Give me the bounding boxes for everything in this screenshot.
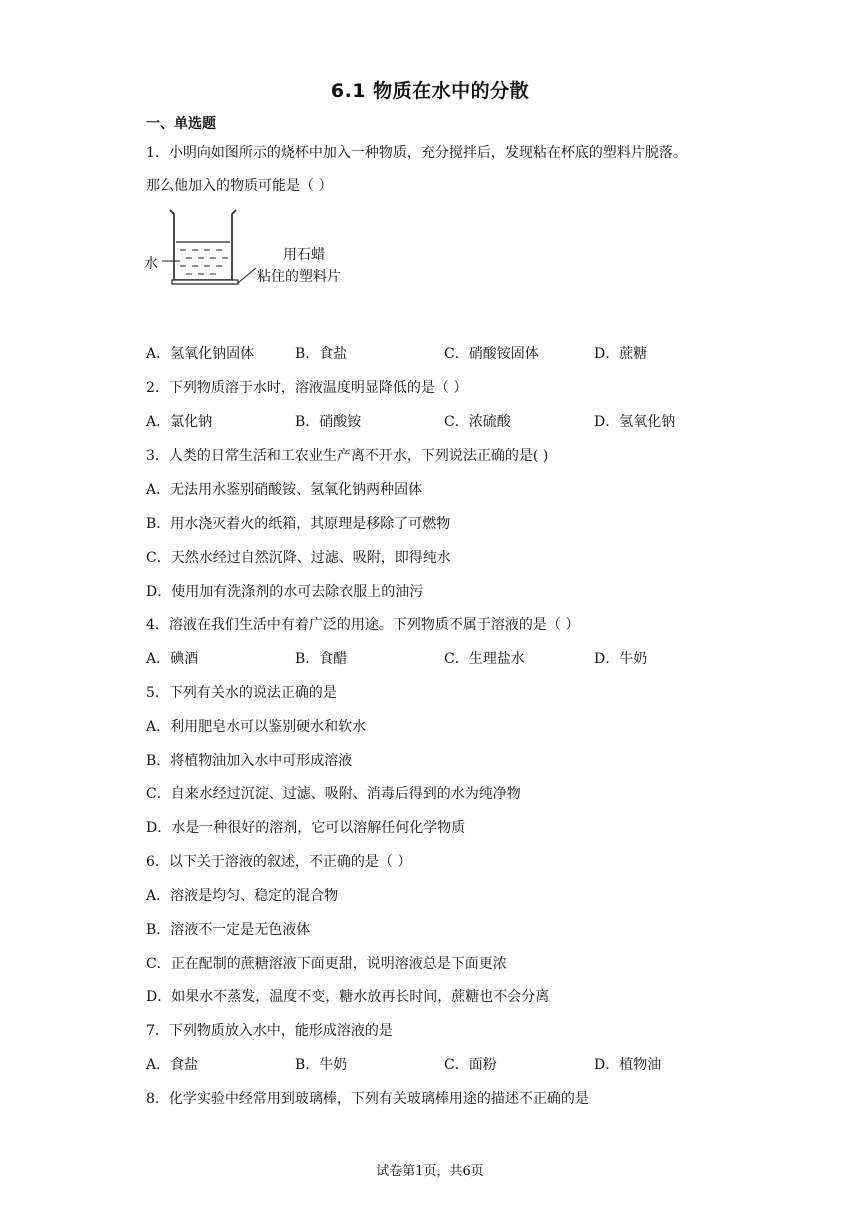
q4-option-d: D．牛奶 bbox=[594, 651, 648, 667]
question-5-text: 5．下列有关水的说法正确的是 bbox=[146, 685, 337, 701]
q5-option-b: B．将植物油加入水中可形成溶液 bbox=[146, 753, 353, 769]
q6-option-b: B．溶液不一定是无色液体 bbox=[146, 922, 311, 938]
q2-option-d: D．氢氧化钠 bbox=[594, 414, 676, 430]
question-4-text: 4．溶液在我们生活中有着广泛的用途。下列物质不属于溶液的是（ ） bbox=[146, 617, 580, 633]
q7-option-b: B．牛奶 bbox=[295, 1057, 348, 1073]
q4-option-b: B．食醋 bbox=[295, 651, 348, 667]
q1-option-a: A．氢氧化钠固体 bbox=[146, 346, 255, 362]
q6-option-d: D．如果水不蒸发，温度不变，糖水放再长时间，蔗糖也不会分离 bbox=[146, 989, 550, 1005]
plate-label: 粘住的塑料片 bbox=[257, 269, 341, 285]
q2-option-a: A．氯化钠 bbox=[146, 414, 213, 430]
q3-option-d: D．使用加有洗涤剂的水可去除衣服上的油污 bbox=[146, 584, 424, 600]
q4-option-c: C．生理盐水 bbox=[444, 651, 525, 667]
q3-option-b: B．用水浇灭着火的纸箱，其原理是移除了可燃物 bbox=[146, 516, 451, 532]
q6-option-a: A．溶液是均匀、稳定的混合物 bbox=[146, 888, 339, 904]
q2-option-c: C．浓硫酸 bbox=[444, 414, 511, 430]
page-footer: 试卷第1页，共6页 bbox=[376, 1164, 484, 1179]
question-3-text: 3．人类的日常生活和工农业生产离不开水，下列说法正确的是( ) bbox=[146, 448, 549, 464]
water-label: 水 bbox=[144, 256, 158, 272]
q1-option-d: D．蔗糖 bbox=[594, 346, 648, 362]
q4-option-a: A．碘酒 bbox=[146, 651, 199, 667]
q5-option-c: C．自来水经过沉淀、过滤、吸附、消毒后得到的水为纯净物 bbox=[146, 786, 521, 802]
q1-option-b: B．食盐 bbox=[295, 346, 348, 362]
question-2-text: 2．下列物质溶于水时，溶液温度明显降低的是（ ） bbox=[146, 380, 468, 396]
q7-option-a: A．食盐 bbox=[146, 1057, 199, 1073]
wax-label: 用石蜡 bbox=[283, 247, 325, 263]
q5-option-a: A．利用肥皂水可以鉴别硬水和软水 bbox=[146, 719, 367, 735]
page-title: 6.1 物质在水中的分散 bbox=[330, 80, 530, 102]
q1-option-c: C．硝酸铵固体 bbox=[444, 346, 539, 362]
beaker-figure bbox=[140, 206, 370, 296]
section-heading: 一、单选题 bbox=[146, 116, 216, 132]
q7-option-d: D．植物油 bbox=[594, 1057, 662, 1073]
q5-option-d: D．水是一种很好的溶剂，它可以溶解任何化学物质 bbox=[146, 820, 466, 836]
q3-option-a: A．无法用水鉴别硝酸铵、氢氧化钠两种固体 bbox=[146, 482, 423, 498]
q2-option-b: B．硝酸铵 bbox=[295, 414, 362, 430]
question-1-text-cont: 那么他加入的物质可能是（ ） bbox=[146, 178, 333, 194]
q6-option-c: C．正在配制的蔗糖溶液下面更甜，说明溶液总是下面更浓 bbox=[146, 956, 507, 972]
question-1-text: 1．小明向如图所示的烧杯中加入一种物质，充分搅拌后，发现粘在杯底的塑料片脱落。 bbox=[146, 145, 687, 161]
question-8-text: 8．化学实验中经常用到玻璃棒，下列有关玻璃棒用途的描述不正确的是 bbox=[146, 1091, 589, 1107]
question-6-text: 6．以下关于溶液的叙述，不正确的是（ ） bbox=[146, 854, 412, 870]
q7-option-c: C．面粉 bbox=[444, 1057, 497, 1073]
q3-option-c: C．天然水经过自然沉降、过滤、吸附，即得纯水 bbox=[146, 550, 451, 566]
question-7-text: 7．下列物质放入水中，能形成溶液的是 bbox=[146, 1023, 393, 1039]
